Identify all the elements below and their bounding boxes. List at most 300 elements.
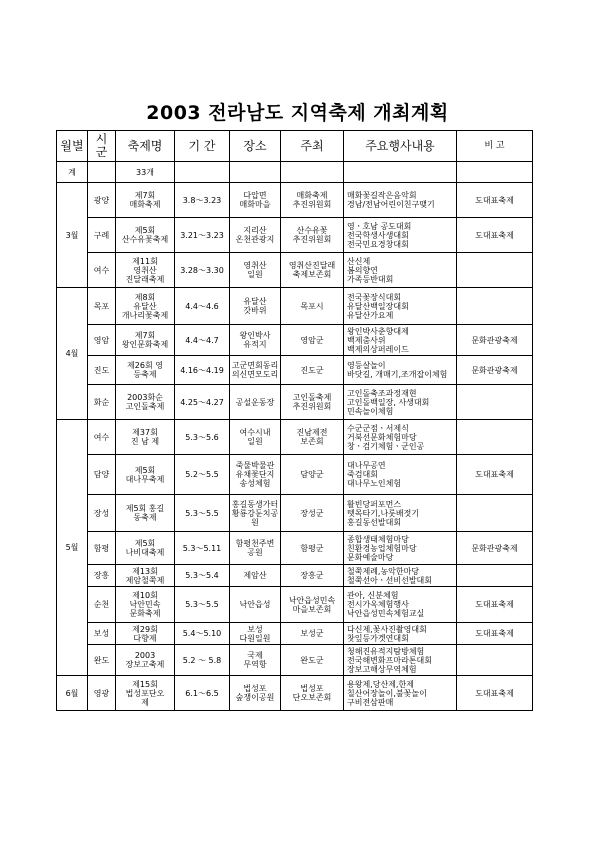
content-cell [344,253,457,288]
festival-name-cell-line: 등축제 [133,370,157,379]
city-cell-line: 구례 [93,230,110,240]
content-cell [344,645,457,676]
period-cell [175,420,230,455]
city-cell [88,495,116,532]
content-cell [344,676,457,711]
note-cell-line: 도대표축제 [475,230,514,240]
place-cell-line: 다압면 [243,191,267,200]
host-cell [281,455,344,495]
place-cell-line: 유적지 [243,340,267,349]
festival-row [57,455,533,495]
place-cell [230,183,281,218]
festival-name-cell-line: 낙안민속 [129,600,161,609]
place-cell [230,532,281,565]
content-cell-line: 유달산백일장대회 [347,301,409,311]
host-cell-line: 보성군 [300,629,324,638]
period-cell [175,623,230,645]
festival-name-cell-line: 제15회 [132,679,158,689]
festival-name-cell [116,288,175,325]
city-cell-line: 담양 [93,470,110,479]
content-cell-line: 찻잎등가겟연대회 [347,633,409,643]
festival-name-cell-line: 제5회 [134,226,156,235]
content-cell-line: 홍길동선발대회 [347,517,402,527]
col-header-content: 주요행사내용 [344,131,457,162]
festival-name-cell-line: 제10회 [132,591,158,600]
content-cell [344,218,457,253]
city-cell-line: 보성 [93,629,110,638]
period-cell [175,565,230,587]
place-cell [230,455,281,495]
festival-name-cell-line: 제7회 [134,331,156,340]
place-cell-line: 함평천주변 [235,539,275,548]
festival-name-cell-line: 매화축제 [129,200,161,209]
city-cell-line: 화순 [93,397,110,407]
place-cell-line: 왕인박사 [239,331,271,340]
festival-name-cell [116,565,175,587]
note-cell [457,532,533,565]
content-cell-line: 유달산가요제 [347,310,394,320]
festival-name-cell-line: 법성포단오 [125,688,165,698]
note-cell-line: 도대표축제 [475,195,514,205]
host-cell [281,565,344,587]
content-cell-line: 대나무공연 [347,461,386,470]
city-cell [88,253,116,288]
festival-row [57,623,533,645]
festival-name-cell [116,253,175,288]
content-cell-line: 거북선문화체험마당 [347,432,417,442]
festival-name-cell-line: 고인돌축제 [125,402,165,411]
festival-row [57,645,533,676]
host-cell [281,645,344,676]
content-cell-line: 친환경농업체험마당 [347,543,417,553]
festival-name-cell-line: 제37회 [132,428,158,437]
city-cell [88,218,116,253]
festival-name-cell [116,532,175,565]
city-cell-line: 순천 [93,600,110,609]
content-cell [344,325,457,356]
period-cell [175,325,230,356]
content-cell-line: 왕인박사춘향대제 [347,326,409,336]
festival-name-cell-line: 문화축제 [129,609,161,618]
content-cell [344,288,457,325]
period-cell-line: 3.28～3.30 [180,265,224,275]
content-cell-line: 민속놀이체험 [347,406,394,416]
festival-name-cell-line: 진달래축제 [125,274,165,284]
city-cell [88,356,116,385]
period-cell-line: 4.4～4.6 [185,301,219,311]
col-header-month: 월별 [57,131,88,162]
host-cell-line: 추진위원회 [292,402,332,411]
festival-name-cell-line: 유달산 [133,301,157,311]
festival-name-cell-line: 영취산 [133,265,157,275]
col-header-festival: 축제명 [116,131,175,162]
note-cell [457,587,533,623]
festival-name-cell-line: 개나리꽃축제 [121,310,169,320]
festival-name-cell [116,420,175,455]
festival-name-cell-line: 장보고축제 [125,660,165,669]
city-cell-line: 장흥 [93,571,110,580]
city-cell-line: 여수 [93,432,110,442]
festival-name-cell-line: 제7회 [134,191,156,200]
place-cell-line: 공설운동장 [235,397,275,407]
city-cell [88,183,116,218]
place-cell [230,587,281,623]
note-cell [457,455,533,495]
content-cell [344,587,457,623]
place-cell-line: 일원 [247,437,263,446]
content-cell-line: 영ㆍ호남 공도대회 [347,221,412,231]
festival-name-cell-line: 동축제 [133,513,157,522]
host-cell-line: 단오보존회 [292,693,332,702]
host-cell-line: 추진위원회 [292,235,332,244]
host-cell [281,356,344,385]
festival-table [56,130,533,711]
host-cell [281,532,344,565]
city-cell-line: 완도 [93,655,110,665]
content-cell-line: 전국학생사생대회 [347,230,409,240]
festival-name-cell-line: 제13회 [132,566,158,576]
festival-name-cell-line: 나비대축제 [125,548,165,557]
content-cell-line: 경남/전남어린이친구맺기 [347,200,435,209]
col-header-host: 주최 [281,131,344,162]
host-cell-line: 매화축제 [296,191,328,200]
page-title: 2003 전라남도 지역축제 개최계획 [146,102,449,124]
festival-name-cell-line: 다향제 [133,633,157,643]
content-cell-line: 매화꽃길작은음악회 [347,191,417,200]
place-cell [230,218,281,253]
city-cell-line: 영광 [93,688,110,698]
host-cell-line: 추진위원회 [292,200,332,209]
content-cell [344,455,457,495]
content-cell-line: 가족등반대회 [347,274,394,284]
month-label: 6월 [57,676,88,711]
place-cell-line: 영취산 [243,261,267,270]
month-label: 4월 [57,288,88,420]
content-cell-line: 고인돌축조과정재현 [347,388,417,398]
content-cell-line: 활빈당퍼포먼스 [347,499,402,509]
city-cell-line: 여수 [93,265,110,275]
period-cell [175,645,230,676]
period-cell [175,288,230,325]
content-cell-line: 봄의향연 [347,265,378,275]
festival-name-cell [116,623,175,645]
place-cell [230,253,281,288]
content-cell-line: 칠산어장놀이,불꽃놀이 [347,688,427,698]
place-cell [230,325,281,356]
host-cell [281,495,344,532]
host-cell-line: 목포시 [300,301,324,311]
content-cell-line: 철쭉선아ㆍ선비선발대회 [347,575,433,585]
festival-row [57,356,533,385]
city-cell-line: 장성 [93,508,110,518]
city-cell [88,565,116,587]
host-cell-line: 함평군 [300,543,324,553]
month-label: 5월 [57,420,88,676]
content-cell-line: 철쭉제례,농악한마당 [347,566,420,576]
period-cell [175,253,230,288]
host-cell-line: 마을보존회 [292,604,332,614]
col-header-period: 기 간 [175,131,230,162]
content-cell-line: 용왕제,당산제,한제 [347,679,414,689]
festival-row [57,565,533,587]
col-header-place: 장소 [230,131,281,162]
place-cell-line: 황룡강둔치공원 [231,508,279,527]
note-cell [457,288,533,325]
place-cell-line: 매화마을 [239,200,271,209]
note-cell [457,183,533,218]
festival-name-cell [116,676,175,711]
place-cell-line: 유달산 [243,297,267,306]
festival-name-cell [116,385,175,420]
period-cell [175,455,230,495]
city-cell-line: 진도 [93,365,110,375]
festival-row [57,288,533,325]
city-cell [88,532,116,565]
festival-name-cell-line: 2003화순 [127,393,163,402]
host-cell [281,218,344,253]
content-cell-line: 구비전삼판매 [347,697,394,707]
festival-name-cell-line: 제29회 [132,624,158,634]
period-cell [175,385,230,420]
note-cell [457,218,533,253]
note-cell [457,676,533,711]
place-cell [230,420,281,455]
festival-name-cell-line: 제26회 영 [127,361,163,370]
city-cell-line: 영암 [93,335,110,345]
place-cell-line: 낙안읍성 [239,600,271,609]
festival-name-cell [116,218,175,253]
festival-row [57,183,533,218]
content-cell-line: 장보고해상무역체험 [347,664,417,674]
period-cell-line: 6.1～6.5 [185,688,219,698]
place-cell-line: 보성 [247,624,263,634]
festival-name-cell-line: 제5회 [134,465,156,475]
content-cell-line: 고인돌백일장, 사생대회 [347,397,430,407]
festival-row [57,218,533,253]
place-cell-line: 죽물박물관 [235,461,275,470]
note-cell-line: 도대표축제 [475,600,514,609]
host-cell-line: 법성포 [300,684,324,693]
festival-name-cell-line: 제 [141,697,149,707]
content-cell-line: 청해진유적지탐방체험 [347,646,425,656]
festival-row [57,495,533,532]
note-cell [457,645,533,676]
note-cell-line: 문화관광축제 [471,365,518,375]
total-count: 33개 [116,162,175,183]
period-cell-line: 5.2～5.5 [185,470,219,479]
col-header-note: 비 고 [457,131,533,162]
content-cell-line: 백제춤사위 [347,335,386,345]
place-cell-line: 일원 [247,270,263,279]
festival-name-cell-line: 제5회 [134,539,156,548]
place-cell-line: 지리산 [243,226,267,235]
note-cell [457,623,533,645]
content-cell-line: 종합생태체험마당 [347,534,409,544]
period-cell-line: 5.4～5.10 [182,629,222,638]
place-cell [230,676,281,711]
period-cell-line: 5.2 ～ 5.8 [182,655,222,665]
place-cell [230,495,281,532]
month-label: 3월 [57,183,88,288]
festival-name-cell-line: 제암철쭉제 [125,575,165,585]
note-cell [457,253,533,288]
host-cell-line: 축제보존회 [292,270,332,279]
host-cell-line: 영취산진달래 [288,261,336,270]
place-cell-line: 온천관광지 [235,235,275,244]
place-cell [230,623,281,645]
festival-name-cell-line: 왕인문화축제 [121,340,169,349]
period-cell-line: 5.3～5.11 [182,543,222,553]
period-cell-line: 5.3～5.5 [185,508,219,518]
host-cell-line: 낙안읍성민속 [288,595,336,605]
period-cell-line: 3.21～3.23 [180,230,224,240]
place-cell-line: 홍길동생가터 [231,499,279,509]
content-cell [344,385,457,420]
note-cell [457,325,533,356]
city-cell [88,420,116,455]
note-cell [457,356,533,385]
content-cell-line: 대나무노인체험 [347,479,402,488]
period-cell [175,183,230,218]
place-cell-line: 유채꽃단지 [235,470,275,479]
host-cell-line: 진남제전 [296,428,328,437]
city-cell [88,288,116,325]
city-cell [88,676,116,711]
city-cell [88,385,116,420]
place-cell [230,385,281,420]
period-cell-line: 5.3～5.6 [185,432,219,442]
content-cell-line: 수군군점ㆍ서제식 [347,423,409,433]
festival-name-cell [116,183,175,218]
content-cell-line: 창ㆍ검기체험ㆍ군인공 [347,441,425,451]
festival-name-cell [116,356,175,385]
place-cell-line: 국제 [247,651,263,660]
total-row [57,162,533,183]
content-cell-line: 다신제,꽃사진촬영대회 [347,624,427,634]
period-cell [175,532,230,565]
host-cell [281,288,344,325]
period-cell [175,676,230,711]
festival-name-cell [116,325,175,356]
period-cell [175,218,230,253]
host-cell-line: 완도군 [300,655,324,665]
festival-row [57,587,533,623]
place-cell-line: 송성체험 [239,479,271,488]
note-cell-line: 도대표축제 [475,688,514,698]
content-cell-line: 백제의상퍼레이드 [347,344,409,354]
content-cell-line: 문화예술마당 [347,552,394,562]
host-cell-line: 담양군 [300,470,324,479]
festival-name-cell [116,587,175,623]
host-cell [281,385,344,420]
festival-row [57,253,533,288]
festival-name-cell [116,495,175,532]
note-cell [457,420,533,455]
place-cell-line: 공원 [247,548,263,557]
place-cell-line: 여수시내 [239,428,271,437]
festival-row [57,385,533,420]
place-cell-line: 제암산 [243,571,267,580]
city-cell [88,325,116,356]
host-cell-line: 영암군 [300,335,324,345]
city-cell [88,623,116,645]
note-cell [457,385,533,420]
note-cell-line: 도대표축제 [475,629,514,638]
host-cell [281,325,344,356]
period-cell-line: 4.4～4.7 [185,335,219,345]
period-cell-line: 5.3～5.5 [185,600,219,609]
city-cell-line: 목포 [93,301,110,311]
header-row [57,131,533,162]
place-cell-line: 고군면회동리 [231,361,279,370]
festival-row [57,532,533,565]
host-cell [281,183,344,218]
note-cell [457,495,533,532]
note-cell [457,565,533,587]
place-cell [230,565,281,587]
col-header-city: 시 군 [88,131,116,162]
content-cell-line: 산신제 [347,256,371,266]
content-cell [344,532,457,565]
content-cell [344,183,457,218]
festival-name-cell-line: 진 남 제 [130,437,160,446]
festival-row [57,420,533,455]
host-cell-line: 장흥군 [300,571,324,580]
content-cell-line: 바닷길, 개매기,조개잡이체험 [347,370,448,379]
content-cell-line: 전국꽃장식대회 [347,292,402,302]
period-cell-line: 3.8～3.23 [182,195,222,205]
content-cell [344,565,457,587]
content-cell [344,420,457,455]
content-cell [344,623,457,645]
place-cell [230,645,281,676]
period-cell [175,587,230,623]
host-cell [281,623,344,645]
note-cell-line: 문화관광축제 [471,335,518,345]
content-cell-line: 관아, 신분체험 [347,591,399,600]
host-cell-line: 보존회 [300,437,324,446]
host-cell [281,420,344,455]
note-cell-line: 도대표축제 [475,470,514,479]
content-cell-line: 낙안읍성민속체험교실 [347,609,425,618]
place-cell-line: 갓바위 [243,306,267,315]
content-cell-line: 전국해변화프마라톤대회 [347,655,433,665]
content-cell [344,495,457,532]
place-cell-line: 법성포 [243,684,267,693]
place-cell-line: 무역항 [243,660,267,669]
period-cell-line: 4.16～4.19 [180,365,224,375]
festival-row [57,676,533,711]
festival-name-cell-line: 제11회 [132,256,158,266]
host-cell-line: 산수유꽃 [296,226,328,235]
festival-name-cell [116,455,175,495]
content-cell-line: 전국민요경창대회 [347,239,409,249]
city-cell [88,455,116,495]
city-cell-line: 광양 [93,195,110,205]
festival-name-cell-line: 제8회 [134,292,156,302]
host-cell [281,676,344,711]
city-cell-line: 함평 [93,543,110,553]
total-label: 계 [57,162,88,183]
period-cell [175,356,230,385]
festival-name-cell-line: 제5회 홍길 [125,504,165,513]
place-cell-line: 의신면모도리 [231,370,279,379]
host-cell [281,587,344,623]
festival-name-cell-line: 2003 [134,651,156,660]
period-cell-line: 5.3～5.4 [185,571,219,580]
place-cell [230,288,281,325]
content-cell-line: 죽검대회 [347,470,378,479]
